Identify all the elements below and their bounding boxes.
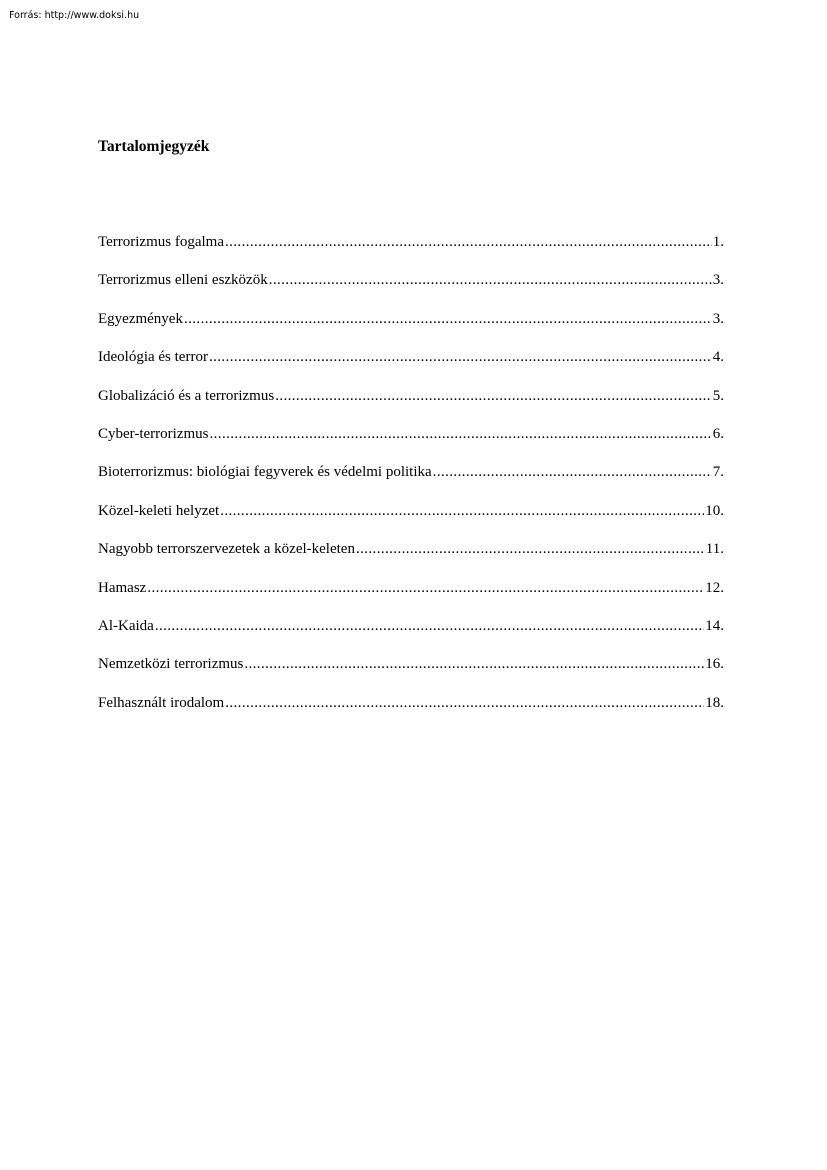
toc-entry[interactable] bbox=[98, 462, 724, 500]
toc-dot-leader bbox=[225, 693, 704, 713]
toc-dot-leader bbox=[184, 309, 712, 329]
source-note: Forrás: http://www.doksi.hu bbox=[9, 10, 140, 21]
toc-entry-label: Terrorizmus elleni eszközök bbox=[98, 272, 268, 289]
toc-entry-label: Bioterrorizmus: biológiai fegyverek és védelmi politika bbox=[98, 464, 432, 481]
toc-dot-leader bbox=[209, 347, 712, 367]
toc-entry-page: 14. bbox=[705, 617, 724, 634]
toc-entry[interactable] bbox=[98, 539, 724, 577]
toc-entry[interactable] bbox=[98, 501, 724, 539]
toc-title: Tartalomjegyzék bbox=[98, 138, 210, 155]
toc-entry-page: 18. bbox=[705, 694, 724, 711]
toc-entry-label: Nemzetközi terrorizmus bbox=[98, 656, 244, 673]
toc-entry-page: 10. bbox=[705, 502, 724, 519]
toc-entry-page: 1. bbox=[712, 234, 724, 250]
toc-entry[interactable] bbox=[98, 347, 724, 385]
toc-entry-page: 5. bbox=[712, 387, 724, 404]
toc-entry-label: Globalizáció és a terrorizmus bbox=[98, 387, 275, 404]
toc-dot-leader bbox=[210, 424, 712, 444]
toc-entry-label: Al-Kaida bbox=[98, 617, 154, 634]
toc-entry-label: Közel-keleti helyzet bbox=[98, 502, 220, 519]
toc-entry-label: Nagyobb terrorszervezetek a közel-keleten bbox=[98, 541, 355, 558]
toc-entry[interactable] bbox=[98, 386, 724, 424]
table-of-contents bbox=[98, 232, 724, 731]
toc-dot-leader bbox=[356, 539, 705, 559]
toc-entry-page: 3. bbox=[712, 272, 724, 289]
toc-entry-page: 7. bbox=[712, 464, 724, 481]
toc-entry-page: 3. bbox=[712, 310, 724, 327]
toc-entry-label: Cyber-terrorizmus bbox=[98, 425, 209, 442]
toc-dot-leader bbox=[433, 462, 712, 482]
toc-dot-leader bbox=[155, 616, 704, 636]
toc-dot-leader bbox=[225, 232, 712, 252]
toc-entry-label: Ideológia és terror bbox=[98, 349, 208, 366]
toc-entry-page: 11. bbox=[705, 541, 724, 558]
toc-entry-label: Hamasz bbox=[98, 579, 147, 596]
toc-entry[interactable] bbox=[98, 578, 724, 616]
toc-entry[interactable] bbox=[98, 309, 724, 347]
toc-entry-page: 4. bbox=[712, 349, 724, 366]
toc-entry-page: 12. bbox=[705, 579, 724, 596]
toc-dot-leader bbox=[147, 578, 704, 598]
toc-entry-label: Terrorizmus fogalma bbox=[98, 234, 224, 250]
toc-dot-leader bbox=[269, 270, 712, 290]
toc-dot-leader bbox=[220, 501, 704, 521]
toc-entry[interactable] bbox=[98, 654, 724, 692]
toc-entry[interactable] bbox=[98, 693, 724, 731]
toc-entry[interactable] bbox=[98, 270, 724, 308]
toc-dot-leader bbox=[244, 654, 704, 674]
toc-dot-leader bbox=[275, 386, 712, 406]
toc-entry[interactable] bbox=[98, 616, 724, 654]
toc-entry[interactable] bbox=[98, 232, 724, 270]
toc-entry[interactable] bbox=[98, 424, 724, 462]
toc-entry-label: Egyezmények bbox=[98, 310, 183, 327]
toc-entry-page: 16. bbox=[705, 656, 724, 673]
toc-entry-label: Felhasznált irodalom bbox=[98, 694, 225, 711]
toc-entry-page: 6. bbox=[712, 425, 724, 442]
